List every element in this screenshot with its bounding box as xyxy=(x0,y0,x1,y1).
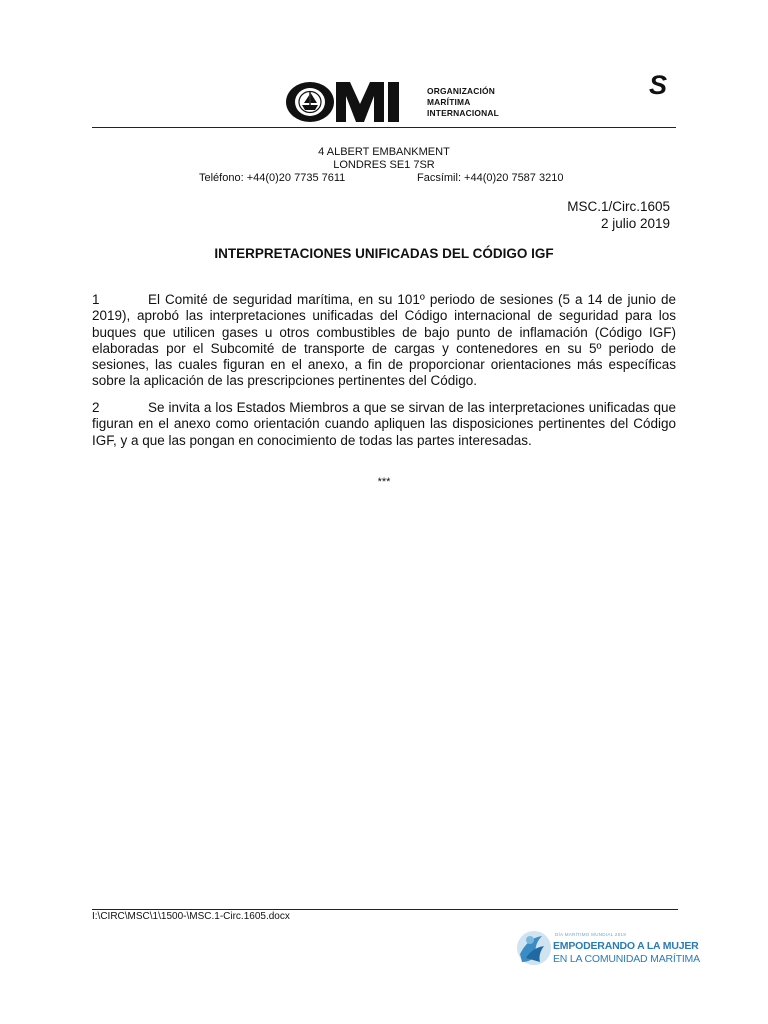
footer-rule xyxy=(92,909,678,910)
fax-number: Facsímil: +44(0)20 7587 3210 xyxy=(417,172,564,184)
address-line-1: 4 ALBERT EMBANKMENT xyxy=(318,146,450,158)
paragraph-text: El Comité de seguridad marítima, en su 101º periodo de sesiones (5 a 14 de junio de 2019), aprobó las interpretaciones unificadas del Código internacional de seguridad para los buques que utilicen gases u otros combustibles de bajo punto de inflamación (Código IGF) elaboradas por el Subcomité de transporte de cargas y contenedores en su 5º periodo de sesiones, las cuales figuran en el anexo, a fin de proporcionar orientaciones más específicas sobre la aplicación de las prescripciones pertinentes del Código. xyxy=(92,292,676,389)
file-path: I:\CIRC\MSC\1\1500-\MSC.1-Circ.1605.docx xyxy=(92,911,290,922)
campaign-small-text: DÍA MARÍTIMO MUNDIAL 2019 xyxy=(555,932,627,937)
campaign-line-2: EN LA COMUNIDAD MARÍTIMA xyxy=(553,953,700,965)
paragraph-text: Se invita a los Estados Miembros a que se sirvan de las interpretaciones unificadas que figuran en el anexo como orientación cuando apliquen las disposiciones pertinentes del Código IGF, y a que las pongan en conocimiento de todas las partes interesadas. xyxy=(92,400,676,448)
campaign-logo xyxy=(512,924,700,972)
omi-emblem-icon xyxy=(284,78,424,126)
omi-logo xyxy=(284,78,516,126)
paragraph-number: 2 xyxy=(92,400,100,415)
paragraph xyxy=(92,292,676,390)
logo-org-line: INTERNACIONAL xyxy=(427,108,499,118)
document-title: INTERPRETACIONES UNIFICADAS DEL CÓDIGO IGF xyxy=(214,246,554,261)
campaign-line-1: EMPODERANDO A LA MUJER xyxy=(553,940,699,952)
paragraph-number: 1 xyxy=(92,292,100,307)
header-rule xyxy=(92,127,676,128)
address-line-2: LONDRES SE1 7SR xyxy=(333,159,435,171)
document-symbol: MSC.1/Circ.1605 xyxy=(567,199,670,214)
paragraph xyxy=(92,400,676,449)
logo-organization-name xyxy=(427,86,499,119)
section-separator: *** xyxy=(377,476,391,488)
logo-org-line: ORGANIZACIÓN xyxy=(427,86,496,96)
wave-emblem-icon xyxy=(512,924,552,972)
logo-org-line: MARÍTIMA xyxy=(427,97,471,107)
phone-number: Teléfono: +44(0)20 7735 7611 xyxy=(199,172,346,184)
language-letter: S xyxy=(649,70,668,100)
document-date: 2 julio 2019 xyxy=(600,216,670,231)
